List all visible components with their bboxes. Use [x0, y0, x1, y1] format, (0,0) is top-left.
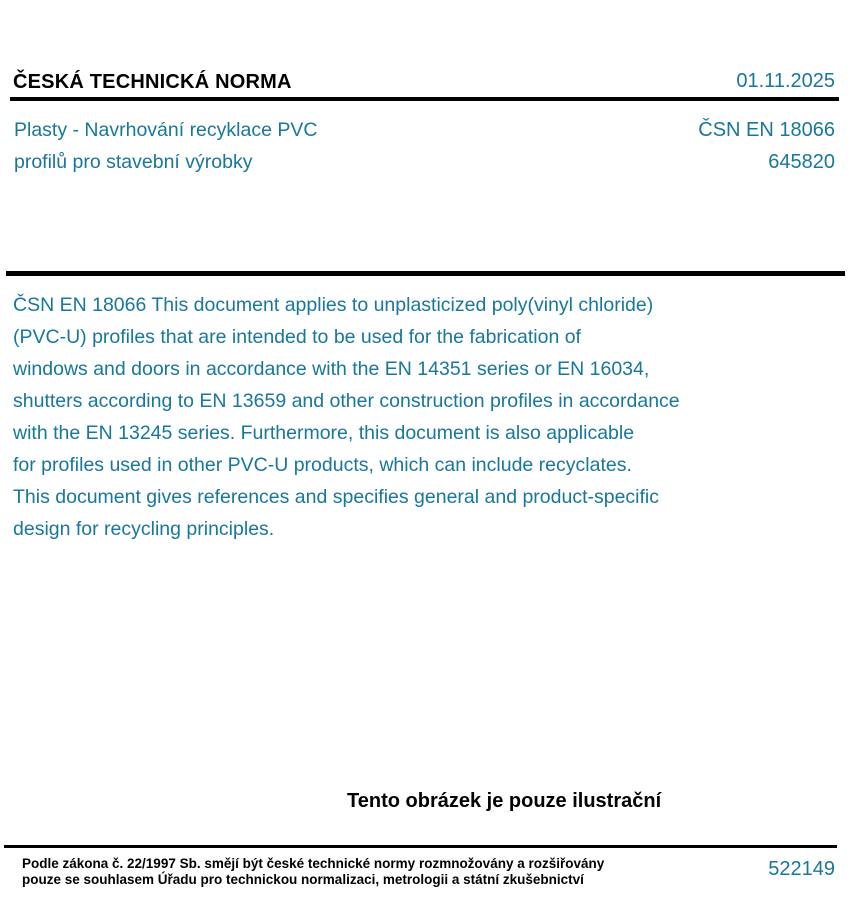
- abstract-line: This document gives references and specifies general and product-specific: [13, 486, 660, 508]
- page-title: ČESKÁ TECHNICKÁ NORMA: [13, 71, 292, 93]
- abstract-line: shutters according to EN 13659 and other construction profiles in accordance: [13, 390, 680, 412]
- footer-legal-line: pouze se souhlasem Úřadu pro technickou normalizaci, metrologii a státní zkušebnictví: [22, 872, 584, 887]
- standard-class-number: 645820: [768, 151, 835, 173]
- effective-date: 01.11.2025: [736, 70, 835, 92]
- footer-order-number: 522149: [768, 858, 835, 880]
- abstract-line: with the EN 13245 series. Furthermore, this document is also applicable: [13, 422, 635, 444]
- footer-legal-text: [22, 856, 604, 888]
- abstract-line: for profiles used in other PVC-U products, which can include recyclates.: [13, 454, 632, 476]
- abstract-line: windows and doors in accordance with the EN 14351 series or EN 16034,: [13, 358, 650, 380]
- standard-title-line: Plasty - Navrhování recyklace PVC: [14, 119, 318, 141]
- abstract-line: design for recycling principles.: [13, 518, 275, 540]
- abstract-paragraph: [13, 289, 680, 545]
- illustration-note: Tento obrázek je pouze ilustrační: [347, 790, 662, 812]
- masthead-rule: [10, 97, 839, 101]
- standard-codes: [698, 114, 835, 178]
- standard-title: [14, 114, 317, 178]
- standard-title-line: profilů pro stavební výrobky: [14, 151, 253, 173]
- footer-rule: [4, 845, 837, 848]
- abstract-line: (PVC-U) profiles that are intended to be used for the fabrication of: [13, 326, 581, 348]
- standard-designation: ČSN EN 18066: [698, 119, 835, 141]
- abstract-line: ČSN EN 18066 This document applies to unplasticized poly(vinyl chloride): [13, 294, 654, 316]
- footer-legal-line: Podle zákona č. 22/1997 Sb. smějí být české technické normy rozmnožovány a rozšiřovány: [22, 856, 605, 871]
- section-divider: [6, 271, 845, 276]
